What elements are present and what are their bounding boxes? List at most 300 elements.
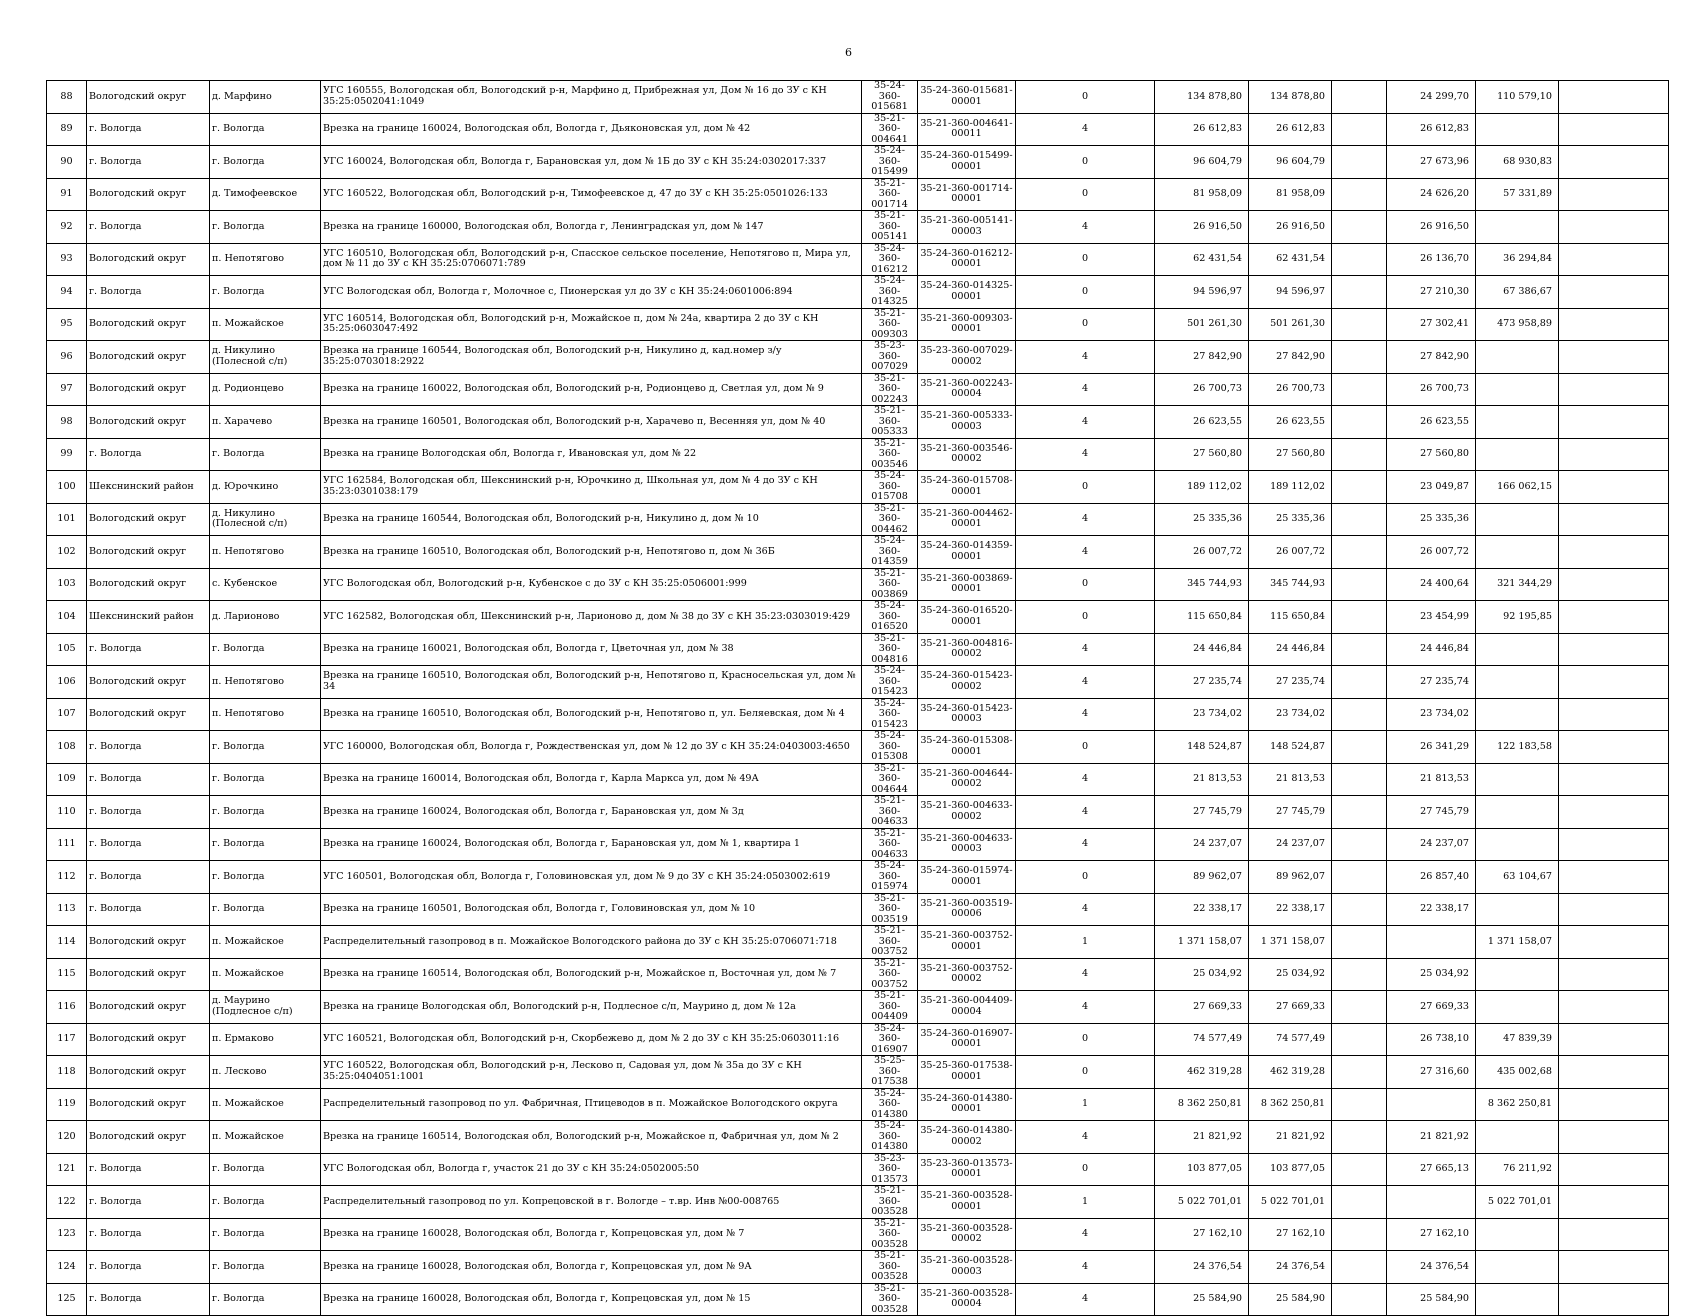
cell-cost-amount: 94 596,97 <box>1249 276 1332 309</box>
cell-last-col <box>1559 601 1669 634</box>
cell-category: 4 <box>1016 958 1155 991</box>
cell-total-cost: 21 821,92 <box>1155 1121 1249 1154</box>
cell-object-description: УГС 160024, Вологодская обл, Вологда г, Барановская ул, дом № 1Б до ЗУ с КН 35:24:0302017:337 <box>321 146 862 179</box>
cell-object-code: 35-21-360-003528-00004 <box>918 1283 1016 1316</box>
cell-last-col <box>1559 243 1669 276</box>
cell-total-cost: 26 700,73 <box>1155 373 1249 406</box>
cell-row-number: 116 <box>47 991 87 1024</box>
cell-network-cost: 5 022 701,01 <box>1476 1186 1559 1219</box>
cell-district: Вологодский округ <box>87 666 210 699</box>
cell-district: г. Вологда <box>87 861 210 894</box>
cell-object-code: 35-21-360-004409-00004 <box>918 991 1016 1024</box>
cell-object-code: 35-21-360-002243-00004 <box>918 373 1016 406</box>
cell-object-code: 35-24-360-014380-00001 <box>918 1088 1016 1121</box>
cell-row-number: 105 <box>47 633 87 666</box>
cell-network-cost: 76 211,92 <box>1476 1153 1559 1186</box>
cell-total-cost: 115 650,84 <box>1155 601 1249 634</box>
cell-last-col <box>1559 341 1669 374</box>
cell-last-col <box>1559 1153 1669 1186</box>
cell-empty-col <box>1332 341 1387 374</box>
cell-district: г. Вологда <box>87 796 210 829</box>
table-row <box>47 308 1669 341</box>
cell-cost-amount: 1 371 158,07 <box>1249 926 1332 959</box>
cell-last-col <box>1559 1251 1669 1284</box>
cell-category: 0 <box>1016 1153 1155 1186</box>
cell-inventory-code: 35-24-360-016520 <box>862 601 918 634</box>
cell-row-number: 110 <box>47 796 87 829</box>
cell-network-cost: 47 839,39 <box>1476 1023 1559 1056</box>
cell-total-cost: 25 335,36 <box>1155 503 1249 536</box>
cell-last-col <box>1559 178 1669 211</box>
cell-district: Вологодский округ <box>87 503 210 536</box>
cell-object-description: Врезка на границе 160514, Вологодская обл, Вологодский р-н, Можайское п, Фабричная ул, дом № 2 <box>321 1121 862 1154</box>
cell-object-code: 35-21-360-003752-00001 <box>918 926 1016 959</box>
cell-network-cost <box>1476 536 1559 569</box>
cell-network-cost <box>1476 828 1559 861</box>
cell-total-cost: 26 612,83 <box>1155 113 1249 146</box>
cell-category: 0 <box>1016 601 1155 634</box>
cell-network-cost: 92 195,85 <box>1476 601 1559 634</box>
cell-network-cost: 1 371 158,07 <box>1476 926 1559 959</box>
cell-object-description: Врезка на границе 160514, Вологодская обл, Вологодский р-н, Можайское п, Восточная ул, дом № 7 <box>321 958 862 991</box>
cell-empty-col <box>1332 1153 1387 1186</box>
cell-cost-amount: 26 916,50 <box>1249 211 1332 244</box>
cell-last-col <box>1559 893 1669 926</box>
cell-category: 4 <box>1016 373 1155 406</box>
cell-connection-cost: 27 316,60 <box>1387 1056 1476 1089</box>
cell-network-cost <box>1476 796 1559 829</box>
cell-connection-cost <box>1387 926 1476 959</box>
cell-connection-cost: 26 857,40 <box>1387 861 1476 894</box>
cell-last-col <box>1559 146 1669 179</box>
cell-empty-col <box>1332 81 1387 114</box>
cell-network-cost: 321 344,29 <box>1476 568 1559 601</box>
cell-inventory-code: 35-24-360-014359 <box>862 536 918 569</box>
cell-row-number: 120 <box>47 1121 87 1154</box>
table-row <box>47 536 1669 569</box>
cell-object-code: 35-23-360-013573-00001 <box>918 1153 1016 1186</box>
cell-cost-amount: 26 623,55 <box>1249 406 1332 439</box>
cell-inventory-code: 35-21-360-002243 <box>862 373 918 406</box>
table-row <box>47 633 1669 666</box>
cell-inventory-code: 35-24-360-015308 <box>862 731 918 764</box>
cell-cost-amount: 89 962,07 <box>1249 861 1332 894</box>
cell-category: 0 <box>1016 146 1155 179</box>
cell-settlement: д. Родионцево <box>210 373 321 406</box>
cell-connection-cost: 26 007,72 <box>1387 536 1476 569</box>
cell-settlement: г. Вологда <box>210 893 321 926</box>
table-row <box>47 893 1669 926</box>
cell-district: г. Вологда <box>87 1283 210 1316</box>
cell-last-col <box>1559 81 1669 114</box>
cell-district: г. Вологда <box>87 1218 210 1251</box>
cell-empty-col <box>1332 698 1387 731</box>
cell-empty-col <box>1332 276 1387 309</box>
cell-connection-cost <box>1387 1186 1476 1219</box>
cell-settlement: г. Вологда <box>210 763 321 796</box>
cell-object-description: Врезка на границе 160544, Вологодская обл, Вологодский р-н, Никулино д, дом № 10 <box>321 503 862 536</box>
cell-category: 4 <box>1016 1283 1155 1316</box>
cell-inventory-code: 35-21-360-003519 <box>862 893 918 926</box>
cell-object-description: Распределительный газопровод по ул. Фабричная, Птицеводов в п. Можайское Вологодского округа <box>321 1088 862 1121</box>
cell-empty-col <box>1332 211 1387 244</box>
cell-settlement: п. Непотягово <box>210 666 321 699</box>
cell-object-description: УГС 160522, Вологодская обл, Вологодский р-н, Тимофеевское д, 47 до ЗУ с КН 35:25:0501026:133 <box>321 178 862 211</box>
cell-total-cost: 27 162,10 <box>1155 1218 1249 1251</box>
cell-total-cost: 8 362 250,81 <box>1155 1088 1249 1121</box>
cell-empty-col <box>1332 373 1387 406</box>
cell-object-description: Врезка на границе 160028, Вологодская обл, Вологда г, Копрецовская ул, дом № 7 <box>321 1218 862 1251</box>
cell-category: 0 <box>1016 276 1155 309</box>
cell-cost-amount: 134 878,80 <box>1249 81 1332 114</box>
cell-total-cost: 148 524,87 <box>1155 731 1249 764</box>
cell-last-col <box>1559 536 1669 569</box>
cell-connection-cost: 22 338,17 <box>1387 893 1476 926</box>
cell-total-cost: 27 842,90 <box>1155 341 1249 374</box>
cell-total-cost: 134 878,80 <box>1155 81 1249 114</box>
cell-row-number: 112 <box>47 861 87 894</box>
cell-category: 4 <box>1016 211 1155 244</box>
cell-inventory-code: 35-21-360-004633 <box>862 796 918 829</box>
cell-inventory-code: 35-21-360-004641 <box>862 113 918 146</box>
cell-total-cost: 96 604,79 <box>1155 146 1249 179</box>
cell-district: Вологодский округ <box>87 406 210 439</box>
cell-inventory-code: 35-24-360-015423 <box>862 698 918 731</box>
cell-cost-amount: 103 877,05 <box>1249 1153 1332 1186</box>
cell-settlement: п. Можайское <box>210 308 321 341</box>
table-row <box>47 146 1669 179</box>
table-row <box>47 568 1669 601</box>
cell-row-number: 119 <box>47 1088 87 1121</box>
cell-object-code: 35-24-360-014325-00001 <box>918 276 1016 309</box>
cell-network-cost <box>1476 1283 1559 1316</box>
cell-network-cost <box>1476 666 1559 699</box>
cell-last-col <box>1559 1088 1669 1121</box>
cell-last-col <box>1559 438 1669 471</box>
cell-category: 4 <box>1016 763 1155 796</box>
cell-category: 4 <box>1016 991 1155 1024</box>
cell-object-code: 35-21-360-004644-00002 <box>918 763 1016 796</box>
cell-cost-amount: 8 362 250,81 <box>1249 1088 1332 1121</box>
cell-object-description: УГС 160514, Вологодская обл, Вологодский р-н, Можайское п, дом № 24а, квартира 2 до ЗУ с КН 35:25:0603047:492 <box>321 308 862 341</box>
cell-cost-amount: 189 112,02 <box>1249 471 1332 504</box>
cell-network-cost <box>1476 406 1559 439</box>
cell-district: г. Вологда <box>87 113 210 146</box>
cell-row-number: 97 <box>47 373 87 406</box>
table-row <box>47 991 1669 1024</box>
cell-connection-cost: 27 302,41 <box>1387 308 1476 341</box>
cell-settlement: п. Лесково <box>210 1056 321 1089</box>
cell-row-number: 101 <box>47 503 87 536</box>
cell-category: 4 <box>1016 406 1155 439</box>
cell-connection-cost: 26 738,10 <box>1387 1023 1476 1056</box>
cell-row-number: 100 <box>47 471 87 504</box>
cell-connection-cost: 26 623,55 <box>1387 406 1476 439</box>
cell-total-cost: 81 958,09 <box>1155 178 1249 211</box>
cell-empty-col <box>1332 1251 1387 1284</box>
cell-last-col <box>1559 861 1669 894</box>
cell-district: г. Вологда <box>87 211 210 244</box>
cell-object-code: 35-21-360-004641-00011 <box>918 113 1016 146</box>
cell-settlement: г. Вологда <box>210 1153 321 1186</box>
cell-total-cost: 189 112,02 <box>1155 471 1249 504</box>
cell-cost-amount: 96 604,79 <box>1249 146 1332 179</box>
cell-cost-amount: 27 560,80 <box>1249 438 1332 471</box>
table-row <box>47 373 1669 406</box>
cell-cost-amount: 24 376,54 <box>1249 1251 1332 1284</box>
cell-total-cost: 23 734,02 <box>1155 698 1249 731</box>
cell-row-number: 88 <box>47 81 87 114</box>
cell-settlement: д. Юрочкино <box>210 471 321 504</box>
cell-settlement: г. Вологда <box>210 146 321 179</box>
cell-last-col <box>1559 211 1669 244</box>
cell-cost-amount: 25 584,90 <box>1249 1283 1332 1316</box>
cell-network-cost <box>1476 763 1559 796</box>
cell-network-cost: 36 294,84 <box>1476 243 1559 276</box>
table-row <box>47 178 1669 211</box>
cell-inventory-code: 35-21-360-003752 <box>862 958 918 991</box>
cell-empty-col <box>1332 438 1387 471</box>
cell-settlement: д. Марфино <box>210 81 321 114</box>
cell-network-cost: 435 002,68 <box>1476 1056 1559 1089</box>
cell-cost-amount: 115 650,84 <box>1249 601 1332 634</box>
cell-network-cost: 63 104,67 <box>1476 861 1559 894</box>
cell-last-col <box>1559 731 1669 764</box>
table-row <box>47 1283 1669 1316</box>
cell-object-description: УГС 162582, Вологодская обл, Шекснинский р-н, Ларионово д, дом № 38 до ЗУ с КН 35:23:0303019:429 <box>321 601 862 634</box>
cell-district: Шекснинский район <box>87 471 210 504</box>
cell-row-number: 125 <box>47 1283 87 1316</box>
cell-district: г. Вологда <box>87 1186 210 1219</box>
table-row <box>47 341 1669 374</box>
cell-empty-col <box>1332 1283 1387 1316</box>
cell-network-cost <box>1476 893 1559 926</box>
cell-object-code: 35-25-360-017538-00001 <box>918 1056 1016 1089</box>
cell-object-description: УГС 160510, Вологодская обл, Вологодский р-н, Спасское сельское поселение, Непотягово п, Мира ул, дом № 11 до ЗУ с КН 35:25:0706071:789 <box>321 243 862 276</box>
cell-last-col <box>1559 1121 1669 1154</box>
cell-inventory-code: 35-21-360-003869 <box>862 568 918 601</box>
cell-total-cost: 27 669,33 <box>1155 991 1249 1024</box>
cell-object-description: УГС 160501, Вологодская обл, Вологда г, Головиновская ул, дом № 9 до ЗУ с КН 35:24:0503002:619 <box>321 861 862 894</box>
cell-last-col <box>1559 991 1669 1024</box>
cell-connection-cost: 27 162,10 <box>1387 1218 1476 1251</box>
cell-object-description: УГС 160000, Вологодская обл, Вологда г, Рождественская ул, дом № 12 до ЗУ с КН 35:24:0403003:4650 <box>321 731 862 764</box>
cell-category: 0 <box>1016 243 1155 276</box>
cell-district: Вологодский округ <box>87 1121 210 1154</box>
cell-district: Вологодский округ <box>87 178 210 211</box>
cell-row-number: 118 <box>47 1056 87 1089</box>
cell-connection-cost: 26 916,50 <box>1387 211 1476 244</box>
cell-row-number: 99 <box>47 438 87 471</box>
cell-cost-amount: 23 734,02 <box>1249 698 1332 731</box>
cell-total-cost: 21 813,53 <box>1155 763 1249 796</box>
cell-row-number: 94 <box>47 276 87 309</box>
cell-category: 1 <box>1016 1186 1155 1219</box>
cell-last-col <box>1559 113 1669 146</box>
table-row <box>47 601 1669 634</box>
cell-connection-cost: 27 560,80 <box>1387 438 1476 471</box>
cell-object-code: 35-21-360-003869-00001 <box>918 568 1016 601</box>
page-number: 6 <box>845 46 852 59</box>
cell-connection-cost: 27 673,96 <box>1387 146 1476 179</box>
cell-settlement: д. Тимофеевское <box>210 178 321 211</box>
cell-settlement: г. Вологда <box>210 731 321 764</box>
cell-row-number: 109 <box>47 763 87 796</box>
cell-inventory-code: 35-24-360-015974 <box>862 861 918 894</box>
cell-total-cost: 94 596,97 <box>1155 276 1249 309</box>
cell-total-cost: 27 560,80 <box>1155 438 1249 471</box>
cell-inventory-code: 35-21-360-009303 <box>862 308 918 341</box>
cell-object-description: Врезка на границе 160501, Вологодская обл, Вологодский р-н, Харачево п, Весенняя ул, дом № 40 <box>321 406 862 439</box>
cell-cost-amount: 26 700,73 <box>1249 373 1332 406</box>
cell-connection-cost: 25 335,36 <box>1387 503 1476 536</box>
cell-last-col <box>1559 276 1669 309</box>
cell-row-number: 107 <box>47 698 87 731</box>
cell-network-cost <box>1476 633 1559 666</box>
cell-empty-col <box>1332 1088 1387 1121</box>
cell-last-col <box>1559 1283 1669 1316</box>
cell-last-col <box>1559 1056 1669 1089</box>
cell-object-description: Врезка на границе 160014, Вологодская обл, Вологда г, Карла Маркса ул, дом № 49А <box>321 763 862 796</box>
cell-district: Вологодский округ <box>87 568 210 601</box>
cell-empty-col <box>1332 503 1387 536</box>
cell-object-description: Врезка на границе 160024, Вологодская обл, Вологда г, Дьяконовская ул, дом № 42 <box>321 113 862 146</box>
table-row <box>47 1056 1669 1089</box>
cell-network-cost <box>1476 113 1559 146</box>
cell-inventory-code: 35-24-360-016907 <box>862 1023 918 1056</box>
cell-object-description: УГС 160521, Вологодская обл, Вологодский р-н, Скорбежево д, дом № 2 до ЗУ с КН 35:25:0603011:16 <box>321 1023 862 1056</box>
table-row <box>47 438 1669 471</box>
cell-object-code: 35-21-360-003528-00003 <box>918 1251 1016 1284</box>
cell-object-code: 35-21-360-004633-00002 <box>918 796 1016 829</box>
cell-object-description: Врезка на границе 160000, Вологодская обл, Вологда г, Ленинградская ул, дом № 147 <box>321 211 862 244</box>
cell-category: 0 <box>1016 861 1155 894</box>
cell-row-number: 98 <box>47 406 87 439</box>
cell-settlement: п. Непотягово <box>210 243 321 276</box>
cell-district: г. Вологда <box>87 438 210 471</box>
cell-row-number: 123 <box>47 1218 87 1251</box>
cell-cost-amount: 148 524,87 <box>1249 731 1332 764</box>
cell-category: 0 <box>1016 471 1155 504</box>
cell-district: г. Вологда <box>87 893 210 926</box>
cell-district: г. Вологда <box>87 828 210 861</box>
cell-district: Вологодский округ <box>87 243 210 276</box>
cell-connection-cost: 26 341,29 <box>1387 731 1476 764</box>
cell-empty-col <box>1332 178 1387 211</box>
cell-object-code: 35-23-360-007029-00002 <box>918 341 1016 374</box>
table-row <box>47 471 1669 504</box>
cell-inventory-code: 35-21-360-004633 <box>862 828 918 861</box>
table-row <box>47 276 1669 309</box>
cell-connection-cost: 26 700,73 <box>1387 373 1476 406</box>
cell-cost-amount: 26 612,83 <box>1249 113 1332 146</box>
cell-connection-cost: 24 400,64 <box>1387 568 1476 601</box>
cell-object-description: Врезка на границе 160028, Вологодская обл, Вологда г, Копрецовская ул, дом № 9А <box>321 1251 862 1284</box>
cell-row-number: 92 <box>47 211 87 244</box>
cell-settlement: г. Вологда <box>210 211 321 244</box>
cell-district: Вологодский округ <box>87 698 210 731</box>
cell-last-col <box>1559 1023 1669 1056</box>
cell-row-number: 91 <box>47 178 87 211</box>
table-row <box>47 828 1669 861</box>
cell-district: Вологодский округ <box>87 373 210 406</box>
cell-empty-col <box>1332 146 1387 179</box>
cell-object-code: 35-24-360-015423-00002 <box>918 666 1016 699</box>
cell-connection-cost: 23 454,99 <box>1387 601 1476 634</box>
cell-total-cost: 27 745,79 <box>1155 796 1249 829</box>
cell-connection-cost: 24 299,70 <box>1387 81 1476 114</box>
cell-cost-amount: 345 744,93 <box>1249 568 1332 601</box>
cell-category: 4 <box>1016 113 1155 146</box>
cell-row-number: 93 <box>47 243 87 276</box>
cell-total-cost: 501 261,30 <box>1155 308 1249 341</box>
cell-object-code: 35-21-360-004462-00001 <box>918 503 1016 536</box>
cell-district: Вологодский округ <box>87 926 210 959</box>
cell-inventory-code: 35-24-360-016212 <box>862 243 918 276</box>
cell-category: 4 <box>1016 503 1155 536</box>
cell-empty-col <box>1332 731 1387 764</box>
cell-network-cost <box>1476 373 1559 406</box>
cell-last-col <box>1559 796 1669 829</box>
cell-network-cost <box>1476 341 1559 374</box>
cell-network-cost: 473 958,89 <box>1476 308 1559 341</box>
cell-inventory-code: 35-21-360-004816 <box>862 633 918 666</box>
cell-empty-col <box>1332 243 1387 276</box>
cell-category: 0 <box>1016 1056 1155 1089</box>
cell-inventory-code: 35-24-360-015681 <box>862 81 918 114</box>
cell-object-description: Врезка на границе 160501, Вологодская обл, Вологда г, Головиновская ул, дом № 10 <box>321 893 862 926</box>
cell-settlement: п. Можайское <box>210 958 321 991</box>
cell-connection-cost: 25 034,92 <box>1387 958 1476 991</box>
cell-object-description: Врезка на границе 160510, Вологодская обл, Вологодский р-н, Непотягово п, ул. Беляевская, дом № 4 <box>321 698 862 731</box>
cell-settlement: п. Можайское <box>210 1121 321 1154</box>
cell-network-cost <box>1476 698 1559 731</box>
cell-network-cost <box>1476 503 1559 536</box>
cell-category: 0 <box>1016 178 1155 211</box>
table-row <box>47 763 1669 796</box>
cell-inventory-code: 35-24-360-014325 <box>862 276 918 309</box>
cell-category: 0 <box>1016 308 1155 341</box>
table-row <box>47 796 1669 829</box>
table-row <box>47 406 1669 439</box>
cell-connection-cost: 24 376,54 <box>1387 1251 1476 1284</box>
cell-settlement: г. Вологда <box>210 1186 321 1219</box>
cell-connection-cost: 24 446,84 <box>1387 633 1476 666</box>
cell-row-number: 103 <box>47 568 87 601</box>
cell-total-cost: 27 235,74 <box>1155 666 1249 699</box>
cell-row-number: 102 <box>47 536 87 569</box>
cell-district: Вологодский округ <box>87 958 210 991</box>
cell-district: г. Вологда <box>87 731 210 764</box>
cell-connection-cost: 26 612,83 <box>1387 113 1476 146</box>
cell-object-code: 35-21-360-009303-00001 <box>918 308 1016 341</box>
table-row <box>47 731 1669 764</box>
cell-cost-amount: 24 237,07 <box>1249 828 1332 861</box>
cell-settlement: г. Вологда <box>210 438 321 471</box>
cell-inventory-code: 35-21-360-003546 <box>862 438 918 471</box>
cell-cost-amount: 62 431,54 <box>1249 243 1332 276</box>
table-row <box>47 1251 1669 1284</box>
cell-settlement: г. Вологда <box>210 1251 321 1284</box>
cell-object-code: 35-24-360-015974-00001 <box>918 861 1016 894</box>
cell-object-description: Врезка на границе 160024, Вологодская обл, Вологда г, Барановская ул, дом № 3д <box>321 796 862 829</box>
cell-cost-amount: 27 235,74 <box>1249 666 1332 699</box>
cell-district: Вологодский округ <box>87 1088 210 1121</box>
cell-total-cost: 24 376,54 <box>1155 1251 1249 1284</box>
cell-district: Вологодский округ <box>87 991 210 1024</box>
cell-last-col <box>1559 763 1669 796</box>
cell-settlement: г. Вологда <box>210 633 321 666</box>
